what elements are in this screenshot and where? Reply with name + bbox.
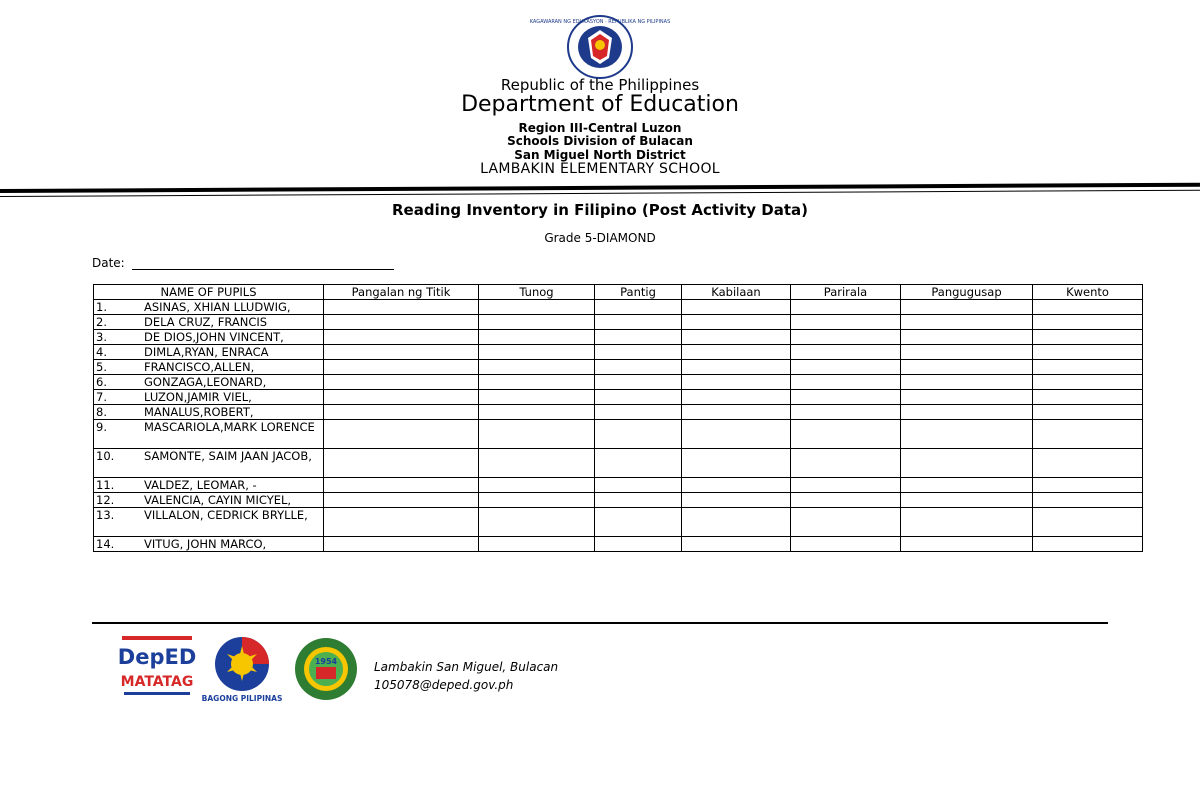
table-row <box>94 315 1143 330</box>
pupil-name-cell <box>94 493 324 508</box>
score-cell[interactable] <box>682 478 791 493</box>
document-subtitle: Grade 5-DIAMOND <box>544 231 656 245</box>
score-cell[interactable] <box>595 375 682 390</box>
bagong-pilipinas-logo <box>201 634 283 704</box>
table-row <box>94 449 1143 478</box>
score-cell[interactable] <box>682 330 791 345</box>
row-number: 1. <box>96 300 107 314</box>
score-cell[interactable] <box>595 390 682 405</box>
score-cell[interactable] <box>479 330 595 345</box>
column-header: NAME OF PUPILS <box>94 285 324 300</box>
table-header-row <box>94 285 1143 300</box>
score-cell[interactable] <box>682 375 791 390</box>
pupil-name: DIMLA,RYAN, ENRACA <box>144 345 269 359</box>
row-number: 5. <box>96 360 107 374</box>
score-cell[interactable] <box>324 390 479 405</box>
pupil-name: DE DIOS,JOHN VINCENT, <box>144 330 284 344</box>
score-cell[interactable] <box>1033 360 1143 375</box>
column-header: Pangugusap <box>901 285 1033 300</box>
document-title: Reading Inventory in Filipino (Post Activity Data) <box>391 201 809 219</box>
score-cell[interactable] <box>682 390 791 405</box>
header-district: San Miguel North District <box>514 148 686 162</box>
score-cell[interactable] <box>791 315 901 330</box>
row-number: 10. <box>96 449 115 463</box>
pupil-name: DELA CRUZ, FRANCIS <box>144 315 268 329</box>
score-cell[interactable] <box>324 405 479 420</box>
score-cell[interactable] <box>1033 420 1143 449</box>
score-cell[interactable] <box>791 449 901 478</box>
table-row <box>94 300 1143 315</box>
pupil-name-cell <box>94 375 324 390</box>
score-cell[interactable] <box>595 405 682 420</box>
row-number: 3. <box>96 330 107 344</box>
reading-inventory-table <box>93 284 1143 552</box>
score-cell[interactable] <box>1033 375 1143 390</box>
score-cell[interactable] <box>791 330 901 345</box>
score-cell[interactable] <box>682 537 791 552</box>
score-cell[interactable] <box>901 390 1033 405</box>
score-cell[interactable] <box>324 315 479 330</box>
row-number: 11. <box>96 478 115 492</box>
score-cell[interactable] <box>1033 345 1143 360</box>
deped-logo-text: DepED <box>117 645 197 669</box>
table-row <box>94 420 1143 449</box>
score-cell[interactable] <box>682 449 791 478</box>
score-cell[interactable] <box>791 493 901 508</box>
score-cell[interactable] <box>901 449 1033 478</box>
score-cell[interactable] <box>595 493 682 508</box>
header-division: Schools Division of Bulacan <box>507 134 693 148</box>
score-cell[interactable] <box>324 508 479 537</box>
score-cell[interactable] <box>901 360 1033 375</box>
row-number: 8. <box>96 405 107 419</box>
score-cell[interactable] <box>901 330 1033 345</box>
pupil-name: VALDEZ, LEOMAR, - <box>144 478 257 492</box>
column-header: Parirala <box>791 285 901 300</box>
pupil-name: ASINAS, XHIAN LLUDWIG, <box>144 300 291 314</box>
pupil-name: MASCARIOLA,MARK LORENCE <box>144 420 315 434</box>
header-region: Region III-Central Luzon <box>518 121 682 135</box>
column-header: Kabilaan <box>682 285 791 300</box>
seal-text: KAGAWARAN NG EDUKASYON · REPUBLIKA NG PILIPINAS <box>529 19 671 25</box>
header-school-name: LAMBAKIN ELEMENTARY SCHOOL <box>480 161 720 177</box>
score-cell[interactable] <box>324 537 479 552</box>
score-cell[interactable] <box>791 345 901 360</box>
school-seal-logo <box>294 637 358 701</box>
score-cell[interactable] <box>324 330 479 345</box>
score-cell[interactable] <box>682 345 791 360</box>
score-cell[interactable] <box>324 375 479 390</box>
bagong-pilipinas-text: BAGONG PILIPINAS <box>201 694 283 703</box>
score-cell[interactable] <box>595 330 682 345</box>
school-address: Lambakin San Miguel, Bulacan <box>374 660 559 674</box>
table-row <box>94 478 1143 493</box>
score-cell[interactable] <box>1033 300 1143 315</box>
row-number: 12. <box>96 493 115 507</box>
score-cell[interactable] <box>901 537 1033 552</box>
deped-seal-logo <box>529 14 671 80</box>
row-number: 6. <box>96 375 107 389</box>
pupil-name-cell <box>94 345 324 360</box>
score-cell[interactable] <box>682 315 791 330</box>
table-row <box>94 345 1143 360</box>
score-cell[interactable] <box>901 420 1033 449</box>
score-cell[interactable] <box>479 345 595 360</box>
score-cell[interactable] <box>901 508 1033 537</box>
score-cell[interactable] <box>324 493 479 508</box>
score-cell[interactable] <box>1033 405 1143 420</box>
table-row <box>94 390 1143 405</box>
row-number: 13. <box>96 508 115 522</box>
score-cell[interactable] <box>479 478 595 493</box>
pupil-name-cell <box>94 508 324 537</box>
school-email[interactable]: 105078@deped.gov.ph <box>374 678 514 692</box>
score-cell[interactable] <box>682 420 791 449</box>
pupil-name: SAMONTE, SAIM JAAN JACOB, <box>144 449 312 463</box>
column-header: Pangalan ng Titik <box>324 285 479 300</box>
score-cell[interactable] <box>324 478 479 493</box>
row-number: 14. <box>96 537 115 551</box>
score-cell[interactable] <box>479 300 595 315</box>
school-logo-year: 1954 <box>314 657 338 666</box>
score-cell[interactable] <box>791 300 901 315</box>
column-header: Pantig <box>595 285 682 300</box>
score-cell[interactable] <box>595 300 682 315</box>
footer-divider <box>92 622 1108 624</box>
score-cell[interactable] <box>595 345 682 360</box>
score-cell[interactable] <box>324 345 479 360</box>
score-cell[interactable] <box>682 405 791 420</box>
row-number: 4. <box>96 345 107 359</box>
score-cell[interactable] <box>791 375 901 390</box>
table-row <box>94 493 1143 508</box>
pupil-name-cell <box>94 315 324 330</box>
score-cell[interactable] <box>479 449 595 478</box>
score-cell[interactable] <box>901 315 1033 330</box>
date-blank-line <box>132 269 394 270</box>
score-cell[interactable] <box>595 508 682 537</box>
table-row <box>94 405 1143 420</box>
score-cell[interactable] <box>479 508 595 537</box>
score-cell[interactable] <box>479 390 595 405</box>
pupil-name-cell <box>94 449 324 478</box>
score-cell[interactable] <box>595 478 682 493</box>
pupil-name-cell <box>94 405 324 420</box>
pupil-name: VILLALON, CEDRICK BRYLLE, <box>144 508 308 522</box>
pupil-name-cell <box>94 360 324 375</box>
score-cell[interactable] <box>324 360 479 375</box>
score-cell[interactable] <box>595 537 682 552</box>
score-cell[interactable] <box>324 449 479 478</box>
header-department: Department of Education <box>461 92 739 117</box>
score-cell[interactable] <box>324 420 479 449</box>
score-cell[interactable] <box>791 478 901 493</box>
score-cell[interactable] <box>479 315 595 330</box>
row-number: 9. <box>96 420 107 434</box>
score-cell[interactable] <box>791 508 901 537</box>
score-cell[interactable] <box>1033 330 1143 345</box>
score-cell[interactable] <box>1033 390 1143 405</box>
deped-matatag-logo <box>117 634 197 702</box>
score-cell[interactable] <box>901 345 1033 360</box>
date-label: Date: <box>92 256 125 270</box>
score-cell[interactable] <box>1033 449 1143 478</box>
table-row <box>94 375 1143 390</box>
table-row <box>94 508 1143 537</box>
score-cell[interactable] <box>901 405 1033 420</box>
score-cell[interactable] <box>1033 508 1143 537</box>
pupil-name: LUZON,JAMIR VIEL, <box>144 390 252 404</box>
pupil-name-cell <box>94 390 324 405</box>
score-cell[interactable] <box>682 300 791 315</box>
score-cell[interactable] <box>1033 537 1143 552</box>
score-cell[interactable] <box>324 300 479 315</box>
score-cell[interactable] <box>479 375 595 390</box>
table-row <box>94 330 1143 345</box>
score-cell[interactable] <box>791 420 901 449</box>
pupil-name: GONZAGA,LEONARD, <box>144 375 267 389</box>
pupil-name: VITUG, JOHN MARCO, <box>144 537 267 551</box>
score-cell[interactable] <box>479 537 595 552</box>
score-cell[interactable] <box>479 420 595 449</box>
pupil-name: FRANCISCO,ALLEN, <box>144 360 255 374</box>
score-cell[interactable] <box>595 360 682 375</box>
score-cell[interactable] <box>595 315 682 330</box>
score-cell[interactable] <box>901 493 1033 508</box>
table-body <box>94 300 1143 552</box>
pupil-name-cell <box>94 537 324 552</box>
header-republic: Republic of the Philippines <box>500 76 700 94</box>
score-cell[interactable] <box>479 360 595 375</box>
pupil-name: MANALUS,ROBERT, <box>144 405 254 419</box>
pupil-name-cell <box>94 478 324 493</box>
score-cell[interactable] <box>479 405 595 420</box>
matatag-logo-text: MATATAG <box>120 674 194 690</box>
score-cell[interactable] <box>901 375 1033 390</box>
score-cell[interactable] <box>901 300 1033 315</box>
score-cell[interactable] <box>682 493 791 508</box>
score-cell[interactable] <box>791 537 901 552</box>
pupil-name-cell <box>94 420 324 449</box>
table-row <box>94 537 1143 552</box>
score-cell[interactable] <box>1033 493 1143 508</box>
row-number: 2. <box>96 315 107 329</box>
score-cell[interactable] <box>791 405 901 420</box>
pupil-name-cell <box>94 330 324 345</box>
table-row <box>94 360 1143 375</box>
score-cell[interactable] <box>682 508 791 537</box>
score-cell[interactable] <box>682 360 791 375</box>
score-cell[interactable] <box>791 390 901 405</box>
pupil-name-cell <box>94 300 324 315</box>
score-cell[interactable] <box>1033 315 1143 330</box>
score-cell[interactable] <box>791 360 901 375</box>
score-cell[interactable] <box>479 493 595 508</box>
pupil-name: VALENCIA, CAYIN MICYEL, <box>144 493 292 507</box>
score-cell[interactable] <box>595 449 682 478</box>
column-header: Tunog <box>479 285 595 300</box>
score-cell[interactable] <box>595 420 682 449</box>
row-number: 7. <box>96 390 107 404</box>
score-cell[interactable] <box>901 478 1033 493</box>
score-cell[interactable] <box>1033 478 1143 493</box>
column-header: Kwento <box>1033 285 1143 300</box>
